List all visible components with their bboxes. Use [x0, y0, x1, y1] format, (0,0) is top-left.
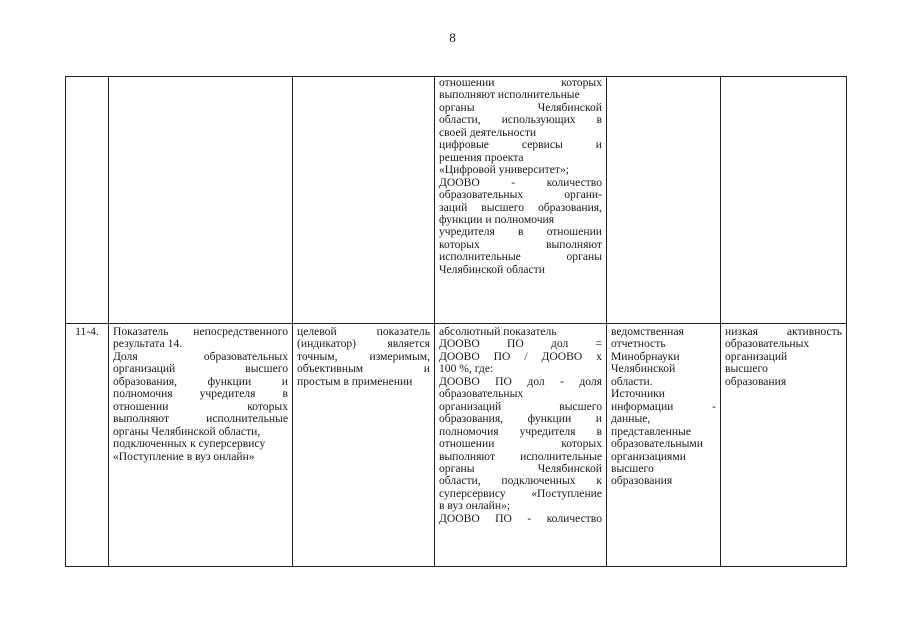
text-line: простым в применении — [297, 374, 413, 388]
text-line: заций высшего образования, — [439, 200, 602, 214]
cell-indicator-name — [109, 77, 293, 324]
text-line: которых выполняют — [439, 237, 602, 251]
text-line: области, подключенных к — [439, 474, 602, 488]
text-line: учредителя в отношении — [439, 225, 602, 239]
text-line: точным, измеримым, — [297, 349, 430, 363]
cell-indicator-name — [109, 324, 293, 567]
text-line: суперсервису «Поступление — [439, 486, 602, 500]
cell-data-source — [607, 324, 721, 567]
table-row — [66, 77, 847, 324]
text-line: ДООВО ПО - количество — [439, 511, 602, 525]
text-line: своей деятельности — [439, 125, 537, 139]
text-line: образования, функции и — [439, 412, 602, 426]
text-line: ДООВО ПО дол - доля — [439, 374, 602, 388]
text-line: области, использующих в — [439, 113, 602, 127]
cell-risks — [721, 324, 847, 567]
cell-number — [66, 324, 109, 567]
text-line: исполнительные органы — [439, 250, 602, 264]
text-line: Показатель непосредственного — [113, 325, 288, 338]
text-line: Источники — [611, 387, 666, 401]
text-line: Челябинской — [611, 362, 676, 376]
cell-number — [66, 77, 109, 324]
text-line: информации - — [611, 399, 716, 413]
text-line: органы Челябинской области, — [113, 424, 261, 438]
text-line: образования, функции и — [113, 374, 288, 388]
indicator-name-text — [113, 326, 288, 463]
text-line: (индикатор) является — [297, 337, 430, 351]
text-line: отношении которых — [439, 437, 602, 451]
text-line: 100 %, где: — [439, 362, 494, 376]
text-line: выполняют исполнительные — [439, 449, 602, 463]
text-line: абсолютный показатель — [439, 325, 557, 338]
indicator-type-text — [297, 326, 430, 388]
cell-data-source — [607, 77, 721, 324]
cell-calculation-method — [435, 324, 607, 567]
table-row — [66, 324, 847, 567]
text-line: полномочия учредителя в — [439, 424, 602, 438]
text-line: объективным и — [297, 362, 430, 376]
text-line: ДООВО - количество — [439, 175, 602, 189]
text-line: целевой показатель — [297, 325, 430, 338]
text-line: Доля образовательных — [113, 349, 288, 363]
indicator-table — [65, 76, 847, 567]
data-source-text — [611, 326, 716, 488]
text-line: результата 14. — [113, 337, 183, 351]
text-line: решения проекта — [439, 150, 524, 164]
text-line: высшего — [611, 461, 654, 475]
text-line: функции и полномочия — [439, 212, 555, 226]
text-line: органы Челябинской — [439, 100, 602, 114]
text-line: организаций — [725, 349, 788, 363]
cell-indicator-type — [293, 77, 435, 324]
calculation-text — [439, 326, 602, 525]
risks-text — [725, 326, 842, 388]
text-line: подключенных к суперсервису — [113, 437, 266, 451]
text-line: ДООВО ПО / ДООВО х — [439, 349, 602, 363]
text-line: образования — [725, 374, 787, 388]
text-line: выполняют исполнительные — [439, 88, 580, 102]
text-line: ведомственная — [611, 325, 684, 338]
text-line: данные, — [611, 412, 651, 426]
text-line: образовательными — [611, 437, 703, 451]
text-line: Челябинской области — [439, 262, 545, 276]
text-line: ДООВО ПО дол = — [439, 337, 602, 351]
text-line: отношении которых — [113, 399, 288, 413]
text-line: «Цифровой университет»; — [439, 163, 569, 177]
cell-risks — [721, 77, 847, 324]
text-line: высшего — [725, 362, 768, 376]
text-line: организациями — [611, 449, 686, 463]
text-line: организаций высшего — [439, 399, 602, 413]
page-number: 8 — [449, 30, 456, 45]
text-line: выполняют исполнительные — [113, 412, 288, 426]
text-line: Минобрнауки — [611, 349, 680, 363]
row-number: 11-4. — [75, 325, 99, 338]
text-line: образования — [611, 474, 673, 488]
text-line: цифровые сервисы и — [439, 138, 602, 152]
text-line: отчетность — [611, 337, 666, 351]
text-line: в вуз онлайн»; — [439, 499, 511, 513]
text-line: образовательных — [439, 387, 524, 401]
text-line: органы Челябинской — [439, 461, 602, 475]
cell-indicator-type — [293, 324, 435, 567]
text-line: полномочия учредителя в — [113, 387, 288, 401]
text-line: «Поступление в вуз онлайн» — [113, 449, 255, 463]
text-line: области. — [611, 374, 653, 388]
text-line: образовательных — [725, 337, 810, 351]
text-line: низкая активность — [725, 325, 842, 338]
text-line: организаций высшего — [113, 362, 288, 376]
text-line: отношении которых — [439, 76, 602, 89]
cell-calculation-method — [435, 77, 607, 324]
calculation-text — [439, 77, 602, 276]
text-line: образовательных органи- — [439, 188, 602, 202]
text-line: представленные — [611, 424, 691, 438]
